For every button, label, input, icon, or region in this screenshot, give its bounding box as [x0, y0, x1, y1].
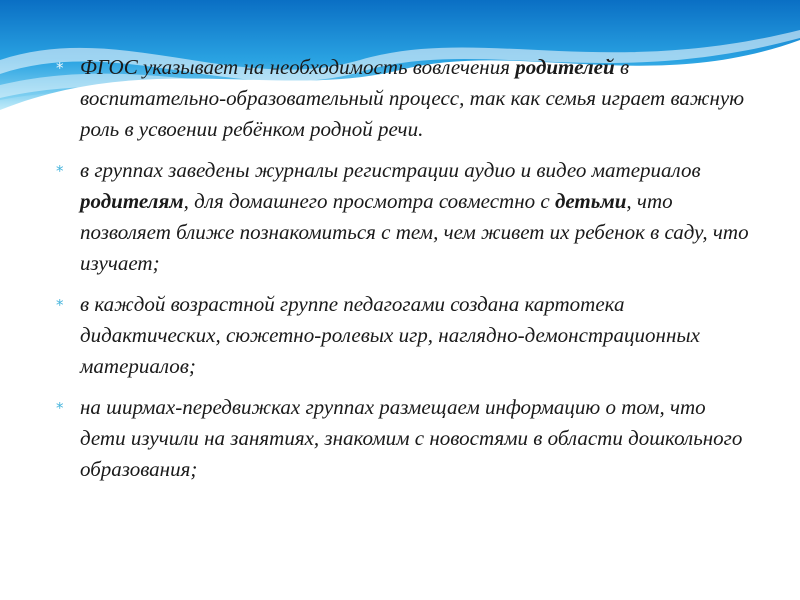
bullet-2-text-b: , для домашнего просмотра совместно с	[183, 189, 555, 213]
bullet-2-text-a: в группах заведены журналы регистрации аудио и видео материалов	[80, 158, 701, 182]
bullet-2-bold-children: детьми	[554, 189, 627, 213]
bullet-4-text: на ширмах-передвижках группах размещаем информацию о том, что дети изучили на занятиях, знакомим с новостями в области дошкольного образования;	[80, 395, 743, 481]
bullet-item-2	[56, 155, 756, 279]
bullet-star-icon: *	[56, 296, 64, 314]
bullet-item-4	[56, 392, 756, 485]
bullet-star-icon: *	[56, 399, 64, 417]
bullet-2-bold-parents: родителям	[80, 189, 184, 213]
bullet-item-3	[56, 289, 756, 382]
bullet-item-1	[56, 52, 756, 145]
bullet-1-text-b: в воспитательно-образовательный процесс, так как семья играет важную роль в усвоении ребёнком родной речи.	[80, 55, 745, 141]
bullet-1-text-a: ФГОС указывает на необходимость вовлечения	[80, 55, 516, 79]
bullet-2-text-c: , что позволяет ближе познакомиться с тем, чем живет их ребенок в саду, что изучает;	[80, 189, 749, 275]
bullet-1-bold-parents: родителей	[515, 55, 615, 79]
slide-content	[56, 52, 756, 495]
bullet-star-icon: *	[56, 59, 64, 77]
bullet-star-icon: *	[56, 162, 64, 180]
bullet-3-text: в каждой возрастной группе педагогами создана картотека дидактических, сюжетно-ролевых игр, наглядно-демонстрационных материалов;	[80, 292, 700, 378]
